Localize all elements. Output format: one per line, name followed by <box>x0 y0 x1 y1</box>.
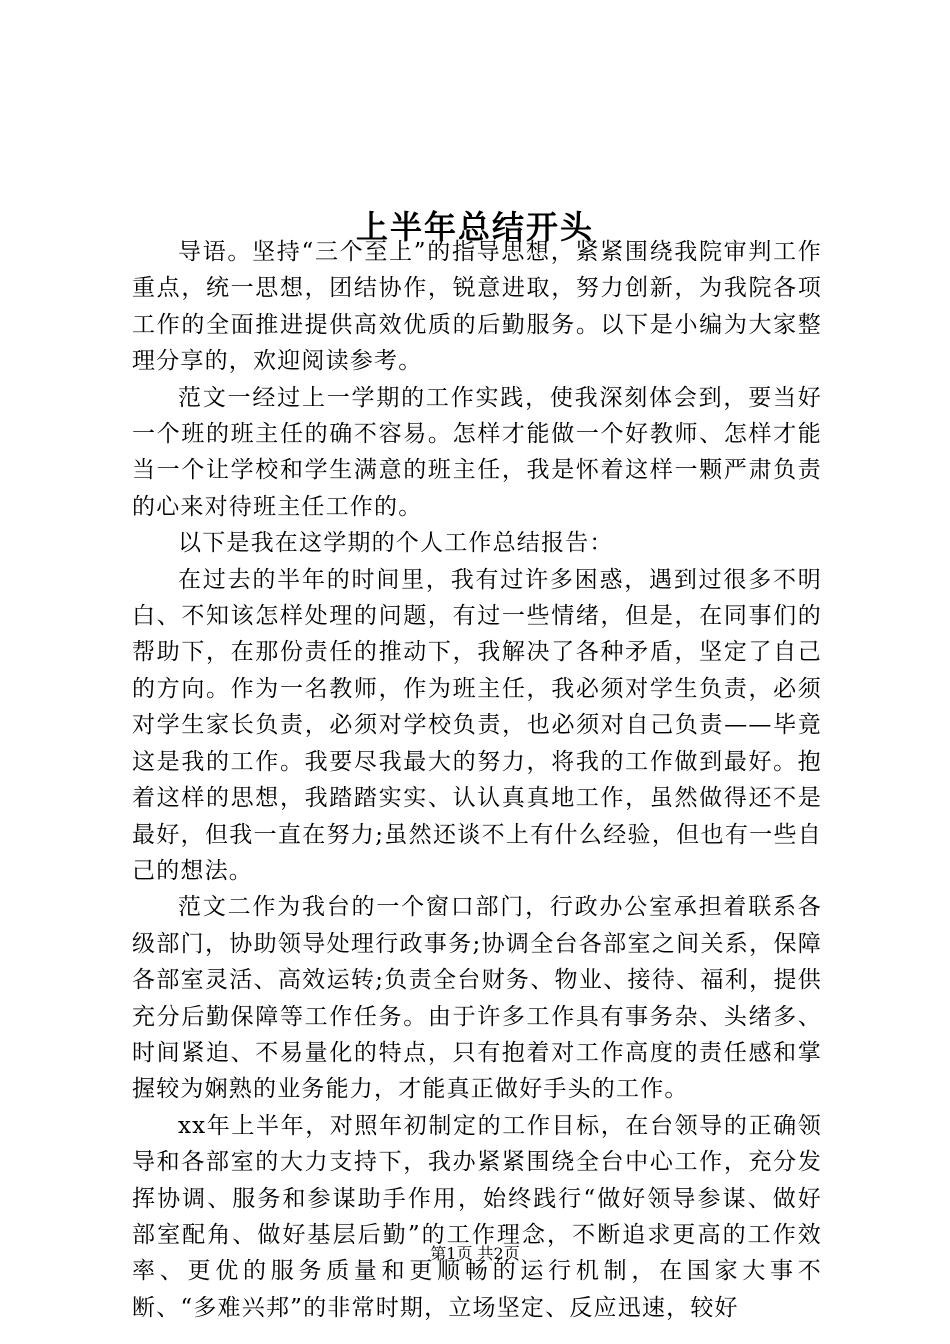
page-footer: 第1页 共2页 <box>430 1244 520 1263</box>
paragraph-sample-one: 范文一经过上一学期的工作实践，使我深刻体会到，要当好一个班的班主任的确不容易。怎样才能做一个好教师、怎样才能当一个让学校和学生满意的班主任，我是怀着这样一颗严肃负责的心来对待班主任工作的。 <box>132 384 822 520</box>
paragraph-reflection: 在过去的半年的时间里，我有过许多困惑，遇到过很多不明白、不知该怎样处理的问题，有过一些情绪，但是，在同事们的帮助下，在那份责任的推动下，我解决了各种矛盾，坚定了自己的方向。作为一名教师，作为班主任，我必须对学生负责，必须对学生家长负责，必须对学校负责，也必须对自己负责——毕竟这是我的工作。我要尽我最大的努力，将我的工作做到最好。抱着这样的思想，我踏踏实实、认认真真地工作，虽然做得还不是最好，但我一直在努力;虽然还谈不上有什么经验，但也有一些自己的想法。 <box>132 566 822 884</box>
document-title: 上半年总结开头 <box>355 208 594 247</box>
paragraph-half-year: xx年上半年，对照年初制定的工作目标，在台领导的正确领导和各部室的大力支持下，我办紧紧围绕全台中心工作，充分发挥协调、服务和参谋助手作用，始终践行“做好领导参谋、做好部室配角、做好基层后勤”的工作理念，不断追求更高的工作效率、更优的服务质量和更顺畅的运行机制，在国家大事不断、“多难兴邦”的非常时期，立场坚定、反应迅速，较好 <box>132 1112 822 1321</box>
paragraph-sample-two: 范文二作为我台的一个窗口部门，行政办公室承担着联系各级部门，协助领导处理行政事务;协调全台各部室之间关系，保障各部室灵活、高效运转;负责全台财务、物业、接待、福利，提供充分后勤保障等工作任务。由于许多工作具有事务杂、头绪多、时间紧迫、不易量化的特点，只有抱着对工作高度的责任感和掌握较为娴熟的业务能力，才能真正做好手头的工作。 <box>132 894 822 1103</box>
paragraph-report-lead: 以下是我在这学期的个人工作总结报告： <box>178 530 614 557</box>
paragraph-intro: 导语。坚持“三个至上”的指导思想，紧紧围绕我院审判工作重点，统一思想，团结协作，锐意进取，努力创新，为我院各项工作的全面推进提供高效优质的后勤服务。以下是小编为大家整理分享的，欢迎阅读参考。 <box>132 239 822 375</box>
document-body <box>132 234 822 1326</box>
